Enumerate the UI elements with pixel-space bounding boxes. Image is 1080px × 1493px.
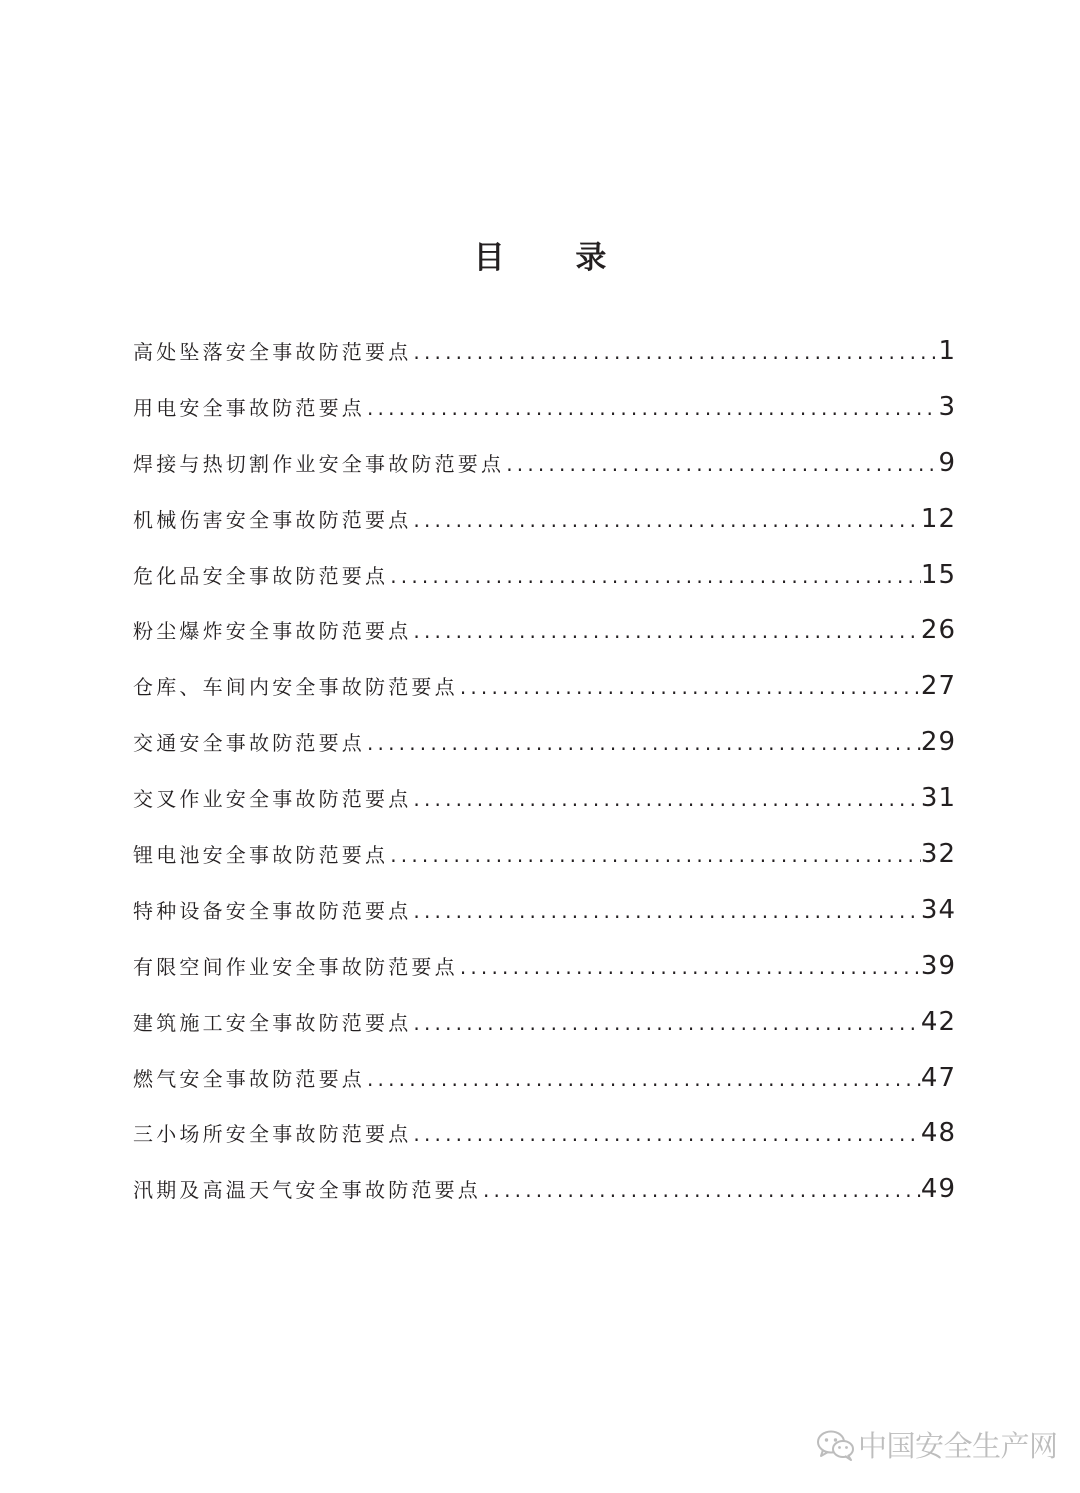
- toc-entry-page: 1: [938, 336, 956, 366]
- wechat-icon: [816, 1429, 856, 1461]
- toc-entry-page: 31: [920, 783, 956, 814]
- toc-entry-title: 粉尘爆炸安全事故防范要点: [133, 619, 412, 644]
- toc-dot-leader: [411, 499, 921, 541]
- toc-entry-title: 建筑施工安全事故防范要点: [133, 1010, 412, 1035]
- toc-entry-page: 48: [920, 1118, 956, 1149]
- toc-dot-leader: [388, 555, 921, 597]
- toc-dot-leader: [458, 946, 921, 988]
- toc-entry-title: 三小场所安全事故防范要点: [133, 1122, 412, 1147]
- toc-entry-title: 仓库、车间内安全事故防范要点: [133, 675, 458, 700]
- toc-entry-page: 26: [920, 615, 956, 646]
- toc-entry-title: 危化品安全事故防范要点: [133, 563, 389, 588]
- toc-entry-page: 3: [938, 391, 956, 422]
- toc-entry-page: 34: [920, 894, 956, 925]
- toc-entry[interactable]: [133, 833, 956, 889]
- toc-entry-page: 29: [920, 727, 956, 758]
- toc-dot-leader: [411, 610, 921, 652]
- toc-dot-leader: [365, 722, 921, 764]
- toc-dot-leader: [411, 778, 921, 820]
- toc-entry-page: 12: [920, 503, 956, 534]
- toc-entry[interactable]: [133, 554, 956, 610]
- toc-entry-page: 47: [920, 1062, 956, 1093]
- toc-entry-title: 交叉作业安全事故防范要点: [133, 787, 412, 812]
- watermark-text: 中国安全生产网: [858, 1429, 1058, 1463]
- page-title: 目 录: [473, 240, 637, 276]
- toc-entry-title: 焊接与热切割作业安全事故防范要点: [133, 451, 505, 476]
- toc-entry[interactable]: [133, 609, 956, 665]
- toc-entry[interactable]: [133, 1001, 956, 1057]
- toc-entry[interactable]: [133, 889, 956, 945]
- toc-dot-leader: [411, 331, 938, 373]
- toc-entry[interactable]: [133, 330, 956, 386]
- toc-entry[interactable]: [133, 945, 956, 1001]
- toc-entry[interactable]: [133, 777, 956, 833]
- toc-entry-page: 39: [920, 950, 956, 981]
- toc-entry[interactable]: [133, 498, 956, 554]
- toc-entry-title: 汛期及高温天气安全事故防范要点: [133, 1178, 481, 1203]
- toc-entry[interactable]: [133, 386, 956, 442]
- toc-dot-leader: [481, 1169, 921, 1211]
- toc-dot-leader: [458, 666, 921, 708]
- toc-dot-leader: [365, 1058, 921, 1100]
- watermark: [816, 1424, 1058, 1465]
- toc-entry[interactable]: [133, 1112, 956, 1168]
- toc-entry-page: 15: [920, 559, 956, 590]
- toc-dot-leader: [411, 1113, 921, 1155]
- toc-entry[interactable]: [133, 721, 956, 777]
- toc-dot-leader: [504, 443, 938, 485]
- toc-dot-leader: [411, 890, 921, 932]
- toc-entry-title: 特种设备安全事故防范要点: [133, 898, 412, 923]
- toc-entry-title: 燃气安全事故防范要点: [133, 1066, 365, 1091]
- toc-entry-title: 高处坠落安全事故防范要点: [133, 340, 412, 364]
- toc-entry[interactable]: [133, 665, 956, 721]
- toc-entry-title: 用电安全事故防范要点: [133, 395, 365, 420]
- toc-entry-title: 锂电池安全事故防范要点: [133, 843, 389, 868]
- toc-dot-leader: [365, 387, 938, 429]
- toc-entry-title: 有限空间作业安全事故防范要点: [133, 954, 458, 979]
- toc-entry-title: 交通安全事故防范要点: [133, 731, 365, 756]
- toc-dot-leader: [388, 834, 921, 876]
- toc-entry-page: 49: [920, 1174, 956, 1205]
- toc-entry[interactable]: [133, 1057, 956, 1113]
- table-of-contents: [133, 330, 956, 1224]
- toc-entry-page: 27: [920, 671, 956, 702]
- toc-entry-title: 机械伤害安全事故防范要点: [133, 507, 412, 532]
- toc-entry-page: 42: [920, 1006, 956, 1037]
- toc-entry-page: 9: [938, 447, 956, 478]
- toc-dot-leader: [411, 1002, 921, 1044]
- toc-entry[interactable]: [133, 442, 956, 498]
- toc-entry-page: 32: [920, 839, 956, 870]
- toc-entry[interactable]: [133, 1168, 956, 1224]
